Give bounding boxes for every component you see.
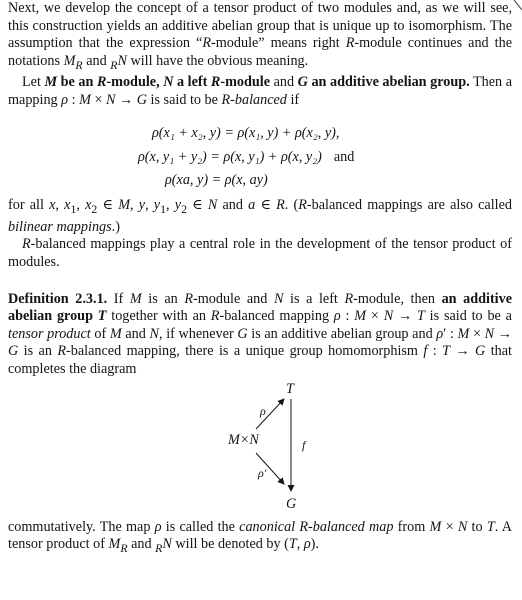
commutative-diagram	[8, 381, 512, 517]
balanced-definition-paragraph: Let M be an R-module, N a left R-module and G an additive abelian group. Then a mapping ρ : M × N → G is said to be R-balanced if	[8, 74, 512, 108]
quantifier-paragraph: for all x, $x_1$, $x_2$ ∈ M, y, $y_1$, $y_2$ ∈ N and a ∈ R. (R-balanced mappings are also called bilinear mappings.)	[8, 197, 512, 235]
page-corner-mark	[514, 0, 522, 12]
node-T: T	[286, 380, 294, 397]
equation-and: and	[333, 149, 355, 166]
conclusion-paragraph: commutatively. The map ρ is called the canonical R-balanced map from M × N to T. A tensor product of $M_R$ and $_R$N will be denoted by (T, ρ).	[8, 518, 512, 555]
node-MxN: M×N	[228, 431, 259, 448]
label-rho-prime: ρ′	[258, 465, 267, 480]
node-G: G	[286, 495, 297, 512]
definition-2-3-1: Definition 2.3.1. If M is an R-module and N is a left R-module, then an additive abelian group T together with an R-balanced mapping ρ : M × N → T is said to be a tensor product of M and N, if whenever G is an additive abelian group and ρ′ : M × N → G is an R-balanced mapping, there is a unique group homomorphism f : T → G that completes the diagram	[8, 290, 513, 377]
diagram-arrows	[8, 381, 512, 517]
intro-paragraph: Next, we develop the concept of a tensor product of two modules and, as we will see, this construction yields an additive abelian group that is unique up to isomorphism. The assumption that the expression “R-module” means right R-module continues and the notations $M_R$ and $_R$N will have the obvious meaning.	[8, 0, 512, 72]
balanced-equations	[8, 113, 512, 195]
page	[8, 0, 512, 558]
equation-additivity-second	[138, 149, 354, 167]
central-role-paragraph: R-balanced mappings play a central role in the development of the tensor product of modules.	[8, 236, 512, 270]
equation-additivity-first: ρ(x₁ + x₂, y) = ρ(x₁, y) + ρ(x₂, y),	[152, 125, 340, 142]
equation-scalar: ρ(xa, y) = ρ(x, ay)	[165, 172, 268, 189]
equation-additivity-second-text: ρ(x, y₁ + y₂) = ρ(x, y₁) + ρ(x, y₂)	[138, 149, 322, 166]
label-f: f	[302, 437, 306, 452]
label-rho: ρ	[260, 403, 266, 418]
intro-part-1: Next, we develop the concept of a tensor product of two modules and, as we will see, this construction yields an additive abelian group that is unique up to isomorphism. The assumption that the expression “	[8, 0, 512, 52]
